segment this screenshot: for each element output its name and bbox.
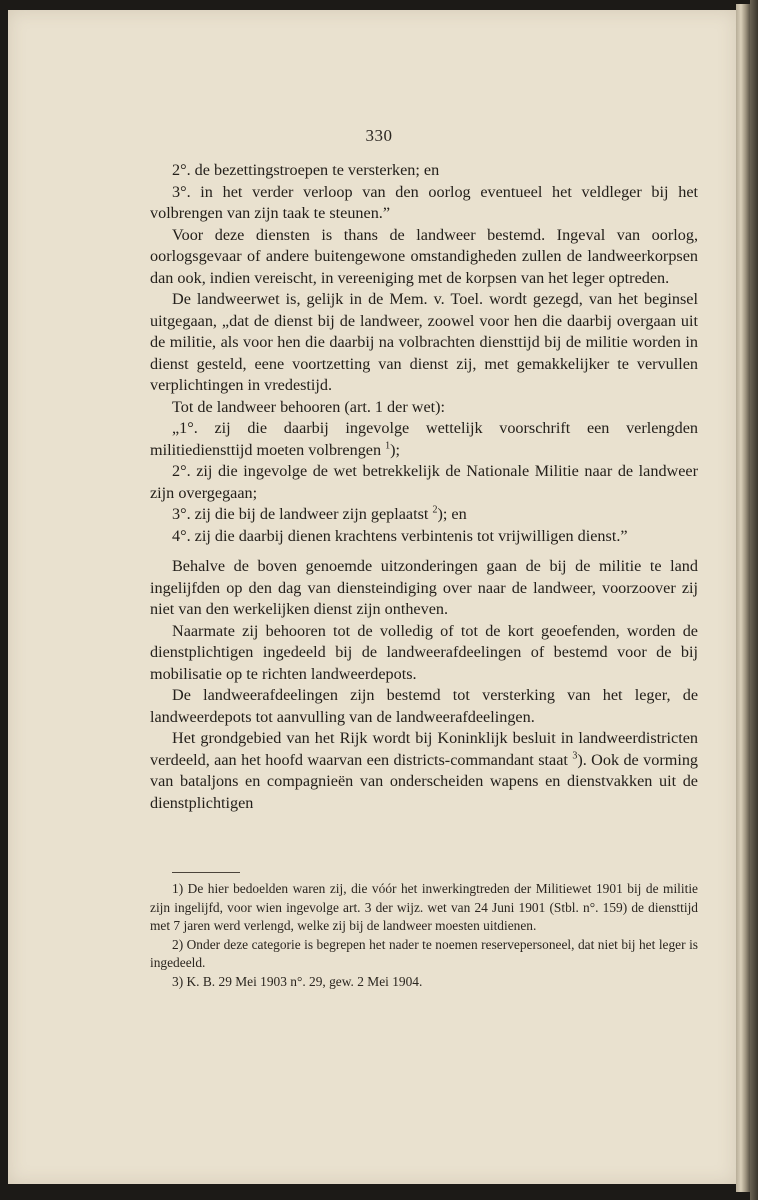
- paragraph-art1-item-2: 2°. zij die ingevolge de wet betrekkelijk de Nationale Militie naar de landweer zijn overgegaan;: [150, 462, 698, 502]
- paragraph-grondgebied: [150, 728, 698, 814]
- paragraph-behalve: Behalve de boven genoemde uitzonderingen gaan de bij de militie te land ingelijfden op den dag van diensteindiging over naar de landweer, voorzoover zij niet van den werkelijken dienst zijn ontheven.: [150, 557, 698, 618]
- footnote-3: 3) K. B. 29 Mei 1903 n°. 29, gew. 2 Mei 1904.: [172, 973, 423, 989]
- paragraph-landweer-bestemd: Voor deze diensten is thans de landweer bestemd. Ingeval van oorlog, oorlogsgevaar of andere buitengewone omstandigheden zullen de landweerkorpsen dan ook, indien vereischt, in vereeniging met de korpsen van het leger optreden.: [150, 225, 698, 287]
- paragraph-item-3: 3°. in het verder verloop van den oorlog eventueel het veldleger bij het volbrengen van zijn taak te steunen.”: [150, 182, 698, 222]
- text-segment: „1°. zij die daarbij ingevolge wettelijk voorschrift een verlengden militiediensttijd moeten volbrengen: [150, 419, 698, 459]
- text-segment: 3°. zij die bij de landweer zijn geplaatst: [172, 505, 433, 523]
- paragraph-naarmate: Naarmate zij behooren tot de volledig of tot de kort geoefenden, worden de dienstplichtigen ingedeeld bij de landweerafdeelingen of bestemd voor de bij mobilisatie op te richten landweerdepots.: [150, 621, 698, 683]
- footnote-ref-3: 3: [572, 750, 578, 762]
- footnote-divider: [172, 872, 240, 873]
- footnote-1: 1) De hier bedoelden waren zij, die vóór het inwerkingtreden der Militiewet 1901 bij de militie zijn ingelijfd, voor wien ingevolge art. 3 der wijz. wet van 24 Juni 1901 (Stbl. n°. 159) de diensttijd met 7 jaren werd verlengd, welke zij bij de landweer moesten uitdienen.: [150, 881, 698, 933]
- footnotes: [150, 880, 698, 991]
- paragraph-item-2: 2°. de bezettingstroepen te versterken; en: [172, 161, 440, 179]
- footnote-2: 2) Onder deze categorie is begrepen het nader te noemen reservepersoneel, dat niet bij het leger is ingedeeld.: [150, 936, 698, 970]
- text-segment: ); en: [437, 505, 467, 523]
- main-text: [150, 160, 698, 814]
- text-segment: );: [390, 440, 401, 459]
- page-number: 330: [365, 126, 393, 145]
- page-edge-right-fold: [750, 0, 758, 1200]
- page-edge-left-fold: [736, 4, 750, 1192]
- paragraph-landweerwet: De landweerwet is, gelijk in de Mem. v. Toel. wordt gezegd, van het beginsel uitgegaan, „dat de dienst bij de landweer, zoowel voor hen die daarbij overgaan uit de militie, als voor hen die daarbij na volbrachten diensttijd bij de militie worden in dienst gesteld, eene voortzetting van dienst zij, met gemakkelijker te vervullen verplichtingen in vredestijd.: [150, 290, 698, 394]
- text-segment: Het grondgebied van het Rijk wordt bij Koninklijk besluit in landweerdistricten verdeeld, aan het hoofd waarvan een districts-commandant staat: [150, 729, 698, 769]
- paragraph-art1-intro: Tot de landweer behooren (art. 1 der wet):: [172, 397, 446, 416]
- paragraph-art1-item-3: [150, 504, 698, 526]
- text-segment: ). Ook de vorming van bataljons en compagnieën van onderscheiden wapens en dienstvakken uit de dienstplichtigen: [150, 750, 699, 812]
- paragraph-art1-item-1: [150, 418, 698, 461]
- footnote-ref-2: 2: [432, 504, 438, 516]
- paragraph-landweerafdeelingen: De landweerafdeelingen zijn bestemd tot versterking van het leger, de landweerdepots tot aanvulling van de landweerafdeelingen.: [150, 686, 698, 726]
- footnote-ref-1: 1: [385, 440, 391, 452]
- paragraph-art1-item-4: 4°. zij die daarbij dienen krachtens verbintenis tot vrijwilligen dienst.”: [172, 526, 628, 545]
